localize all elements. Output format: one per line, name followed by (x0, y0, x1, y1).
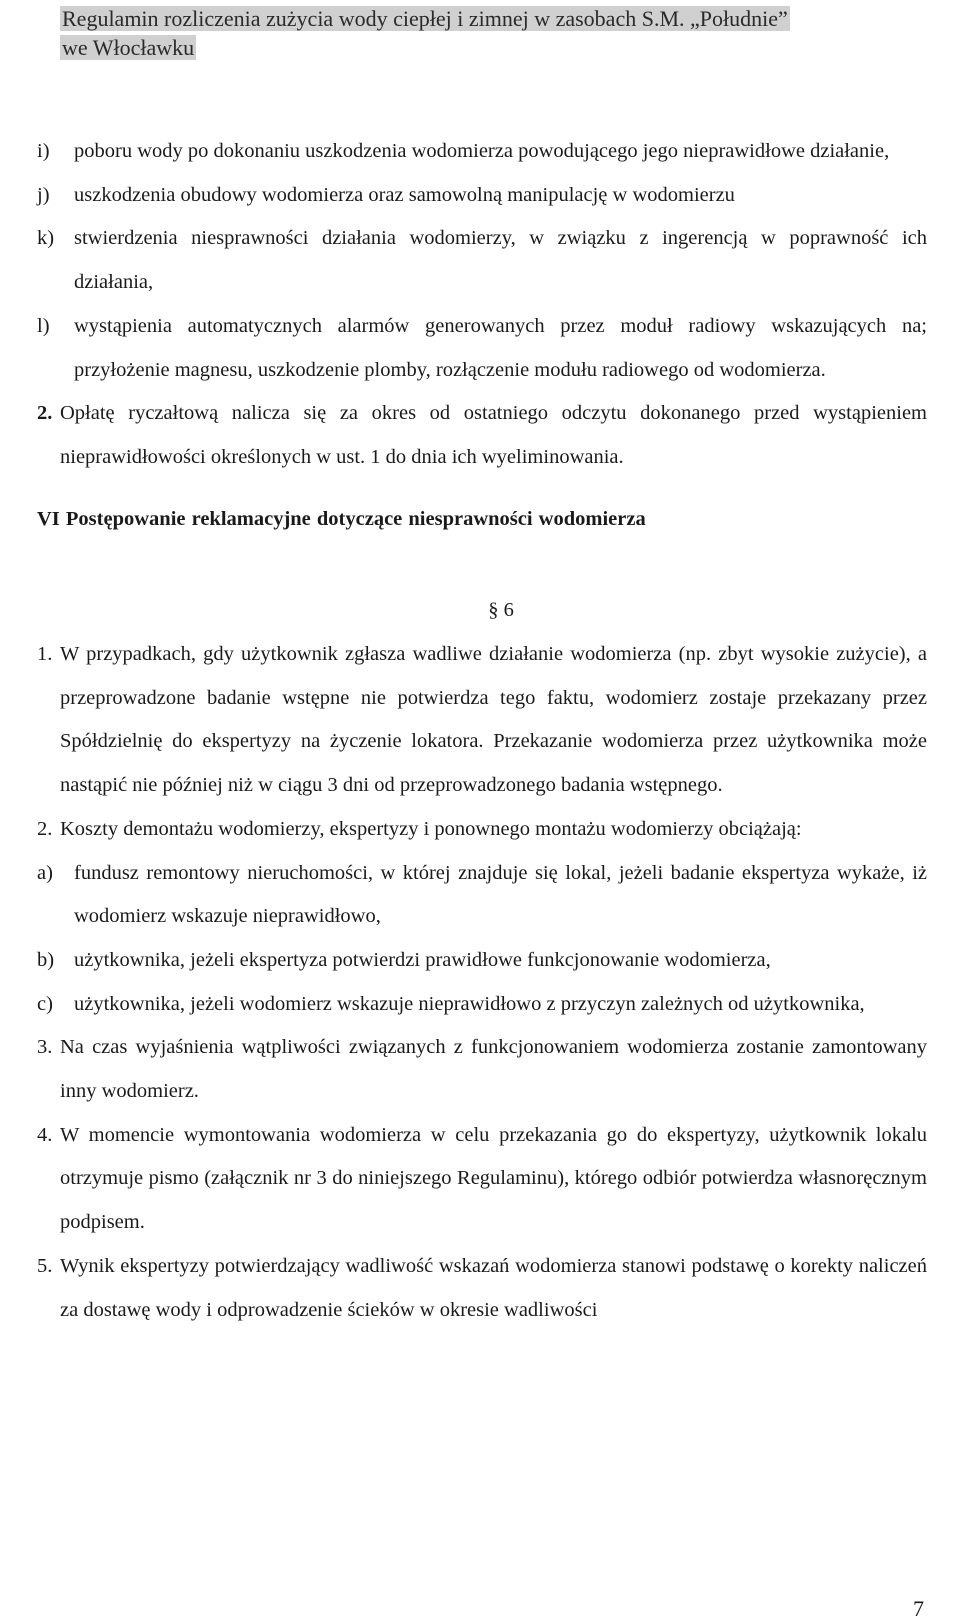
list-item (37, 939, 927, 983)
list-text: fundusz remontowy nieruchomości, w której znajduje się lokal, jeżeli badanie ekspertyza wykaże, iż wodomierz wskazuje nieprawidłowo, (74, 861, 927, 928)
list-item (37, 852, 927, 939)
numbered-point (37, 1245, 927, 1332)
point-text: Wynik ekspertyzy potwierdzający wadliwość wskazań wodomierza stanowi podstawę o korekty naliczeń za dostawę wody i odprowadzenie ścieków w okresie wadliwości (60, 1254, 927, 1321)
numbered-point (37, 1026, 927, 1113)
list-text: poboru wody po dokonaniu uszkodzenia wodomierza powodującego jego nieprawidłowe działanie, (74, 140, 890, 162)
point-text: W przypadkach, gdy użytkownik zgłasza wadliwe działanie wodomierza (np. zbyt wysokie zużycie), a przeprowadzone badanie wstępne nie potwierdza tego faktu, wodomierz zostaje przekazany przez Spółdzielnię do ekspertyzy na życzenie lokatora. Przekazanie wodomierza przez użytkownika może nastąpić nie później niż w ciągu 3 dni od przeprowadzonego badania wstępnego. (60, 643, 927, 797)
list-marker: c) (37, 992, 53, 1015)
paragraph-marker: 2. (37, 402, 53, 425)
list-item (37, 130, 927, 174)
document-header (60, 4, 790, 62)
list-marker: j) (37, 183, 50, 206)
list-text: użytkownika, jeżeli wodomierz wskazuje nieprawidłowo z przyczyn zależnych od użytkownika, (74, 992, 865, 1015)
list-item (37, 217, 927, 304)
point-marker: 2. (37, 817, 53, 840)
list-marker: a) (37, 861, 53, 884)
list-marker: b) (37, 948, 55, 971)
paragraph-text: Opłatę ryczałtową nalicza się za okres od ostatniego odczytu dokonanego przed wystąpieniem nieprawidłowości określonych w ust. 1 do dnia ich wyeliminowania. (60, 402, 927, 468)
section-sign: § 6 (488, 599, 514, 622)
list-item (37, 983, 927, 1027)
point-marker: 3. (37, 1036, 53, 1059)
list-text: użytkownika, jeżeli ekspertyza potwierdzi prawidłowe funkcjonowanie wodomierza, (74, 948, 771, 971)
numbered-point (37, 808, 927, 852)
numbered-point (37, 633, 927, 808)
point-text: Koszty demontażu wodomierzy, ekspertyzy i ponownego montażu wodomierzy obciążają: (60, 817, 802, 840)
point-marker: 1. (37, 643, 53, 666)
page-number: 7 (913, 1596, 924, 1621)
list-marker: k) (37, 227, 55, 250)
point-marker: 4. (37, 1123, 53, 1146)
point-text: Na czas wyjaśnienia wątpliwości związanych z funkcjonowaniem wodomierza zostanie zamontowany inny wodomierz. (60, 1036, 927, 1103)
section-heading: VI Postępowanie reklamacyjne dotyczące niesprawności wodomierza (37, 507, 646, 530)
list-item (37, 305, 927, 392)
header-line-1: Regulamin rozliczenia zużycia wody ciepłej i zimnej w zasobach S.M. „Południe” (62, 6, 788, 31)
header-line-2: we Włocławku (62, 35, 195, 60)
list-text: uszkodzenia obudowy wodomierza oraz samowolną manipulację w wodomierzu (74, 183, 735, 206)
list-text: wystąpienia automatycznych alarmów generowanych przez moduł radiowy wskazujących na; przyłożenie magnesu, uszkodzenie plomby, rozłączenie modułu radiowego od wodomierza. (74, 314, 927, 381)
list-item (37, 174, 927, 218)
list-marker: l) (37, 314, 50, 337)
paragraph-2 (37, 392, 927, 479)
point-text: W momencie wymontowania wodomierza w celu przekazania go do ekspertyzy, użytkownik lokalu otrzymuje pismo (załącznik nr 3 do niniejszego Regulaminu), którego odbiór potwierdza własnoręcznym podpisem. (60, 1123, 927, 1234)
list-marker: i) (37, 140, 50, 162)
point-marker: 5. (37, 1254, 53, 1277)
numbered-point (37, 1114, 927, 1245)
document-body (37, 130, 927, 1332)
list-text: stwierdzenia niesprawności działania wodomierzy, w związku z ingerencją w poprawność ich działania, (74, 227, 927, 294)
